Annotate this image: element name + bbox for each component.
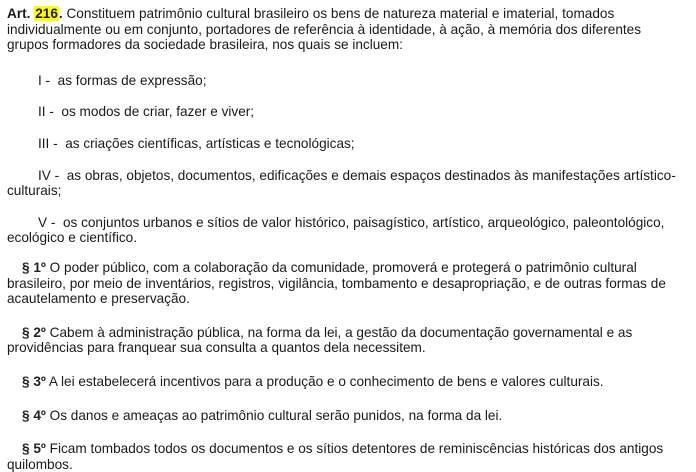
article-216 — [7, 6, 684, 53]
article-number-dot: . — [58, 6, 63, 21]
article-label: Art. — [7, 6, 31, 21]
paragraph-3 — [7, 374, 684, 390]
item-text: os conjuntos urbanos e sítios de valor histórico, paisagístico, artístico, arqueológico, paleontológico, ecológico e científico. — [7, 214, 665, 246]
paragraph-text: Ficam tombados todos os documentos e os sítios detentores de reminiscências históricas dos antigos quilombos. — [7, 441, 664, 472]
item-text: as criações científicas, artísticas e tecnológicas; — [65, 135, 355, 151]
article-number-highlighted: 216 — [35, 6, 58, 21]
article-item-ii — [7, 104, 684, 120]
item-text: os modos de criar, fazer e viver; — [61, 104, 255, 120]
item-text: as formas de expressão; — [57, 72, 207, 88]
paragraph-text: A lei estabelecerá incentivos para a produção e o conhecimento de bens e valores culturais. — [48, 373, 604, 389]
item-text: as obras, objetos, documentos, edificações e demais espaços destinados às manifestações artístico-culturais; — [7, 167, 676, 199]
article-caput-text: Constituem patrimônio cultural brasileiro os bens de natureza material e imaterial, tomados individualmente ou em conjunto, portadores de referência à identidade, à ação, à memória dos diferentes grupos formadores da sociedade brasileira, nos quais se incluem: — [7, 6, 642, 53]
item-numeral: V - — [38, 214, 56, 230]
paragraph-2 — [7, 325, 684, 356]
paragraph-5 — [7, 441, 684, 472]
article-item-iv — [7, 168, 684, 199]
item-numeral: III - — [38, 135, 58, 151]
paragraph-text: O poder público, com a colaboração da comunidade, promoverá e protegerá o patrimônio cultural brasileiro, por meio de inventários, registros, vigilância, tombamento e desapropriação, e de outras formas de acautelamento e preservação. — [7, 259, 666, 307]
article-item-v — [7, 215, 684, 246]
article-item-iii — [7, 136, 684, 152]
paragraph-4 — [7, 408, 684, 424]
paragraph-symbol: § 3º — [22, 373, 46, 389]
article-item-i — [7, 73, 684, 89]
paragraph-symbol: § 4º — [22, 407, 46, 423]
item-numeral: I - — [38, 72, 51, 88]
item-numeral: II - — [38, 104, 54, 120]
paragraph-symbol: § 5º — [22, 441, 46, 457]
paragraph-1 — [7, 260, 684, 307]
item-numeral: IV - — [38, 167, 60, 183]
paragraph-text: Cabem à administração pública, na forma da lei, a gestão da documentação governamental e as providências para franquear sua consulta a quantos dela necessitem. — [7, 324, 633, 356]
paragraph-symbol: § 2º — [22, 324, 46, 340]
paragraph-text: Os danos e ameaças ao patrimônio cultural serão punidos, na forma da lei. — [49, 407, 503, 423]
paragraph-symbol: § 1º — [22, 259, 46, 275]
